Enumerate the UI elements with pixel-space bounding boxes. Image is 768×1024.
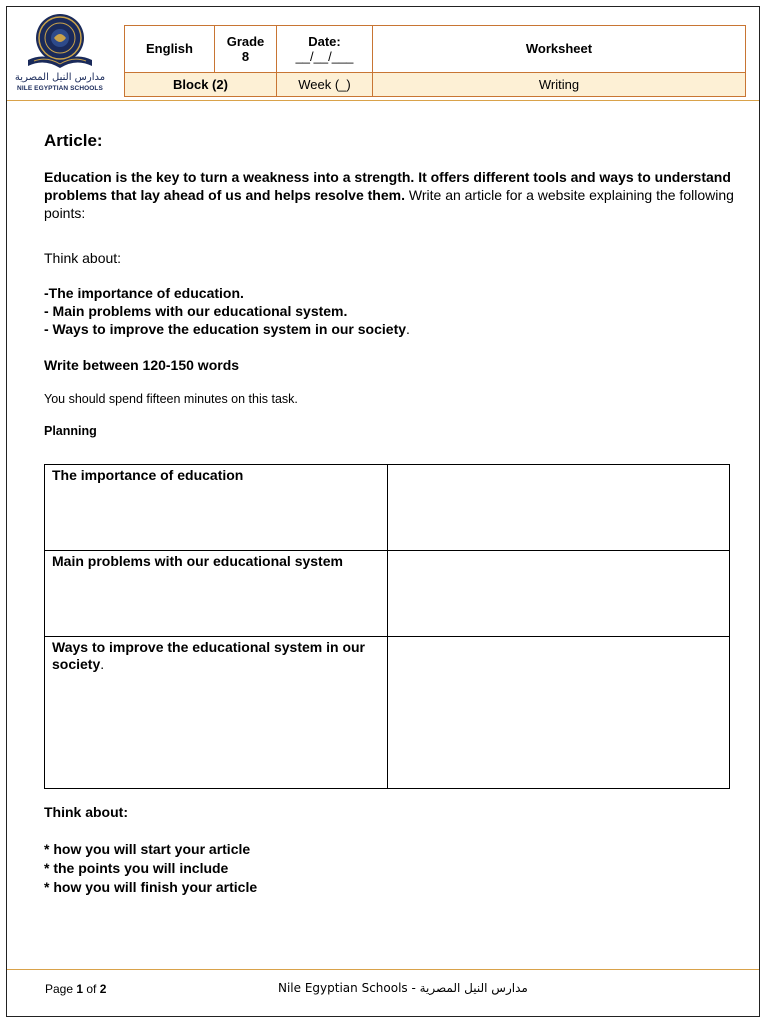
subject-cell: English (125, 26, 215, 73)
point-item: - Main problems with our educational system. (44, 303, 348, 319)
planning-row-label: Main problems with our educational system (45, 550, 388, 636)
planning-answer-cell[interactable] (388, 636, 730, 788)
point-item-text: - Ways to improve the education system in our society (44, 321, 407, 337)
logo-english-name: NILE EGYPTIAN SCHOOLS (17, 85, 103, 92)
planning-row (45, 636, 730, 788)
time-note: You should spend fifteen minutes on this task. (44, 392, 298, 406)
points-list (44, 284, 734, 338)
point-item-suffix: . (406, 321, 410, 337)
planning-label: Planning (44, 424, 97, 438)
logo-arabic-name: مدارس النيل المصرية (14, 72, 106, 83)
planning-answer-cell[interactable] (388, 550, 730, 636)
grade-label: Grade (226, 33, 265, 49)
grade-value: 8 (241, 48, 250, 64)
point-item: -The importance of education. (44, 285, 244, 301)
intro-bold-text: Education is the key to turn a weakness into a strength. It offers different tools and ways to understand problems that lay ahead of us and helps resolve them. (44, 169, 731, 203)
school-seal-icon (14, 10, 106, 72)
block-cell: Block (2) (125, 72, 277, 96)
header-table (124, 25, 746, 97)
intro-normal-text: Write an article for a website explaining the following points: (44, 187, 734, 221)
planning-row (45, 550, 730, 636)
article-intro (44, 168, 734, 222)
bullet-item: * how you will finish your article (44, 879, 258, 895)
think-about-label: Think about: (44, 250, 122, 266)
planning-row-label: The importance of education (45, 465, 388, 551)
bullet-item: * the points you will include (44, 860, 229, 876)
date-cell (277, 26, 373, 73)
header-divider (7, 100, 759, 101)
article-title: Article: (44, 131, 103, 150)
date-label: Date: (308, 33, 341, 49)
point-item (44, 320, 734, 338)
planning-table (44, 464, 730, 789)
planning-answer-cell[interactable] (388, 465, 730, 551)
school-logo (14, 10, 106, 96)
skill-cell: Writing (373, 72, 746, 96)
week-cell: Week (_) (277, 72, 373, 96)
page-number: Page 1 of 2 (45, 982, 107, 996)
planning-row (45, 465, 730, 551)
article-section (44, 130, 734, 440)
closing-think-about: Think about: (44, 804, 128, 820)
planning-row-label: Ways to improve the educational system in our society. (45, 636, 388, 788)
word-limit: Write between 120-150 words (44, 357, 240, 373)
footer-school-name: Nile Egyptian Schools - مدارس النيل المصرية (278, 981, 528, 995)
grade-cell (215, 26, 277, 73)
footer-divider (7, 969, 759, 970)
closing-bullets (44, 840, 257, 897)
worksheet-cell: Worksheet (373, 26, 746, 73)
date-value: __/__/___ (295, 48, 354, 64)
bullet-item: * how you will start your article (44, 841, 251, 857)
